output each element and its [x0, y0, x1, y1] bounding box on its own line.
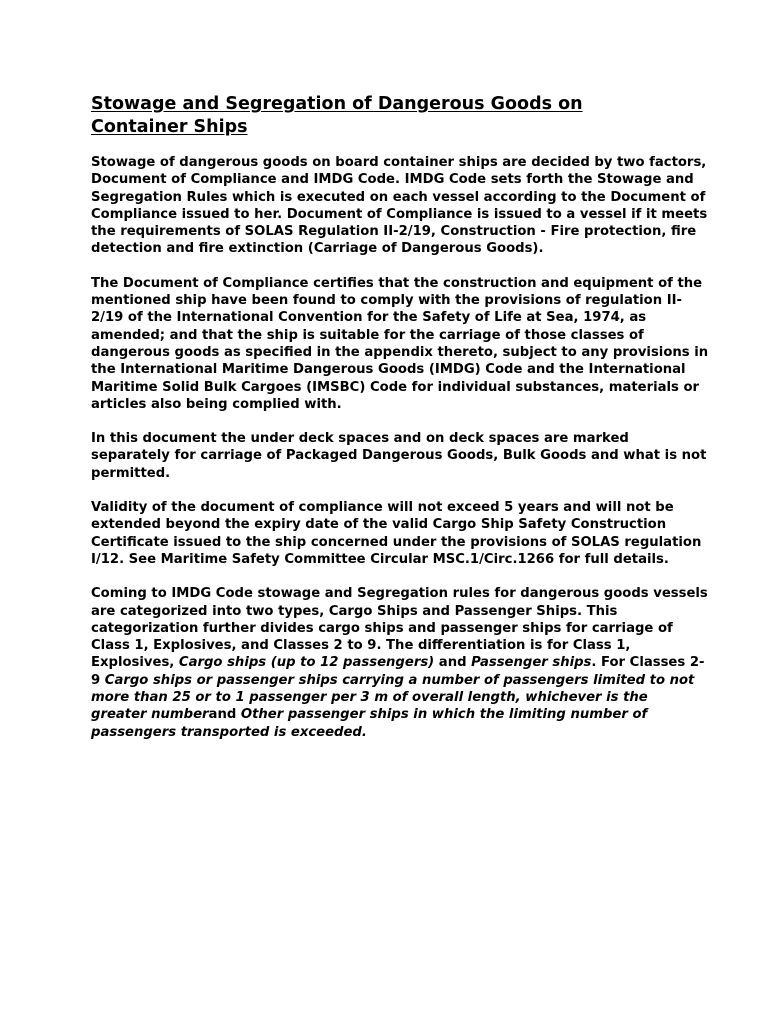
italic-run: Passenger ships [471, 655, 592, 671]
title-line: Stowage and Segregation of Dangerous Goods on [91, 94, 583, 114]
text-line: Coming to IMDG Code stowage and Segregation rules for dangerous goods vessels [91, 586, 708, 602]
text-run: 9 [91, 672, 105, 688]
text-line [91, 672, 695, 689]
text-line: Maritime Solid Bulk Cargoes (IMSBC) Code for individual substances, materials or [91, 379, 700, 395]
text-line: articles also being complied with. [91, 396, 342, 412]
text-line: The Document of Compliance certifies that the construction and equipment of the [91, 275, 703, 291]
text-line: dangerous goods as specified in the appendix thereto, subject to any provisions in [91, 344, 709, 360]
text-run: and [208, 707, 241, 723]
text-line: passengers transported is exceeded. [91, 724, 367, 740]
paragraph-doc-certifies [91, 275, 709, 413]
text-line: are categorized into two types, Cargo Ships and Passenger Ships. This [91, 603, 618, 619]
text-line: separately for carriage of Packaged Dangerous Goods, Bulk Goods and what is not [91, 448, 707, 464]
text-line: Certificate issued to the ship concerned under the provisions of SOLAS regulation [91, 534, 702, 550]
paragraph-validity [91, 499, 702, 568]
text-line: Stowage of dangerous goods on board container ships are decided by two factors, [91, 155, 707, 170]
text-run: and [434, 655, 472, 671]
text-line: amended; and that the ship is suitable for the carriage of those classes of [91, 327, 644, 343]
paragraph-doc-factors [91, 154, 708, 258]
text-run: . For Classes 2- [591, 655, 705, 671]
text-line [91, 654, 705, 671]
italic-run: Cargo ships or passenger ships carrying a number of passengers limited to not [104, 672, 695, 688]
paragraph-imdg-rules [91, 585, 708, 741]
text-line: Validity of the document of compliance will not exceed 5 years and will not be [91, 500, 674, 516]
text-line: extended beyond the expiry date of the valid Cargo Ship Safety Construction [91, 517, 667, 533]
text-line: 2/19 of the International Convention for the Safety of Life at Sea, 1974, as [91, 310, 647, 326]
text-line: Compliance issued to her. Document of Compliance is issued to a vessel if it meets [91, 206, 708, 222]
italic-run: Other passenger ships in which the limiting number of [240, 707, 648, 723]
paragraph-deck-spaces [91, 430, 707, 482]
text-line: Document of Compliance and IMDG Code. IMDG Code sets forth the Stowage and [91, 172, 694, 188]
text-run: Explosives, [91, 655, 179, 671]
italic-run: Cargo ships (up to 12 passengers) [178, 655, 435, 671]
text-line: Class 1, Explosives, and Classes 2 to 9. The differentiation is for Class 1, [91, 638, 631, 654]
text-line: detection and fire extinction (Carriage of Dangerous Goods). [91, 241, 544, 257]
text-line [91, 706, 681, 723]
text-line: the International Maritime Dangerous Goods (IMDG) Code and the International [91, 362, 686, 378]
text-line: permitted. [91, 465, 171, 481]
text-line: more than 25 or to 1 passenger per 3 m of overall length, whichever is the [91, 690, 648, 706]
text-line: I/12. See Maritime Safety Committee Circular MSC.1/Circ.1266 for full details. [91, 551, 669, 567]
text-line: mentioned ship have been found to comply with the provisions of regulation II- [91, 293, 682, 309]
document-body [91, 154, 709, 758]
text-line: Segregation Rules which is executed on each vessel according to the Document of [91, 189, 706, 205]
title-line: Container Ships [91, 117, 248, 137]
text-line: categorization further divides cargo ships and passenger ships for carriage of [91, 620, 673, 636]
document-title [91, 93, 691, 139]
italic-run: greater number [91, 707, 209, 723]
text-line: In this document the under deck spaces and on deck spaces are marked [91, 431, 629, 447]
text-line: the requirements of SOLAS Regulation II-2/19, Construction - Fire protection, fire [91, 224, 697, 240]
